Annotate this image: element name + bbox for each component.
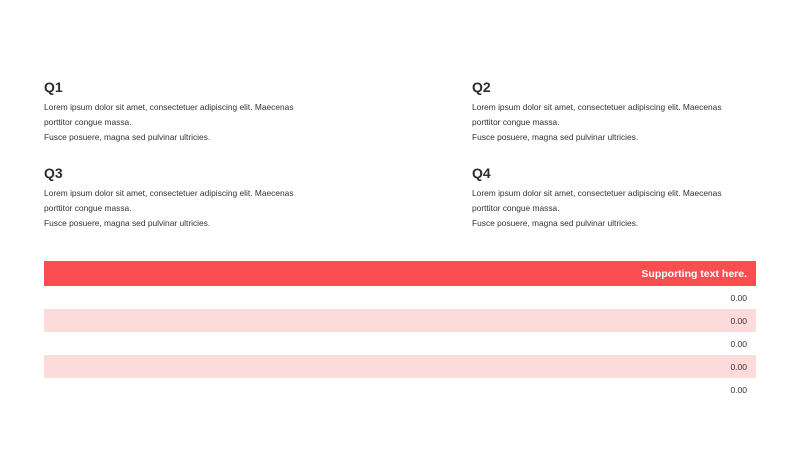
- quadrant-text-line: Fusce posuere, magna sed pulvinar ultricies.: [44, 132, 211, 142]
- quadrant-text-line: porttitor congue massa.: [472, 117, 560, 127]
- quadrant-q2: [472, 79, 752, 145]
- table-cell-value: 0.00: [730, 338, 747, 349]
- table-row: [44, 286, 756, 309]
- quadrant-title: Q1: [44, 79, 63, 95]
- quadrant-text-line: porttitor congue massa.: [472, 203, 560, 213]
- table-cell-value: 0.00: [730, 292, 747, 303]
- quadrant-title: Q4: [472, 165, 491, 181]
- table-row: [44, 309, 756, 332]
- data-table: [44, 261, 756, 401]
- quadrant-text-line: Fusce posuere, magna sed pulvinar ultricies.: [44, 218, 211, 228]
- table-header-label: Supporting text here.: [641, 267, 747, 280]
- quadrant-q1: [44, 79, 324, 145]
- quadrant-q4: [472, 165, 752, 231]
- quadrant-text-line: porttitor congue massa.: [44, 203, 132, 213]
- quadrant-text-line: Lorem ipsum dolor sit amet, consectetuer adipiscing elit. Maecenas: [472, 188, 722, 198]
- table-cell-value: 0.00: [730, 315, 747, 326]
- quadrant-text-line: Lorem ipsum dolor sit amet, consectetuer adipiscing elit. Maecenas: [44, 188, 294, 198]
- table-cell-value: 0.00: [730, 361, 747, 372]
- quadrant-text-line: Lorem ipsum dolor sit amet, consectetuer adipiscing elit. Maecenas: [44, 102, 294, 112]
- table-row: [44, 355, 756, 378]
- table-row: [44, 378, 756, 401]
- quadrant-text-line: porttitor congue massa.: [44, 117, 132, 127]
- table-row: [44, 332, 756, 355]
- quadrant-text-line: Lorem ipsum dolor sit amet, consectetuer adipiscing elit. Maecenas: [472, 102, 722, 112]
- quadrant-title: Q2: [472, 79, 491, 95]
- table-cell-value: 0.00: [730, 384, 747, 395]
- quadrant-title: Q3: [44, 165, 63, 181]
- quadrant-q3: [44, 165, 324, 231]
- table-header: [44, 261, 756, 286]
- quadrant-text-line: Fusce posuere, magna sed pulvinar ultricies.: [472, 218, 639, 228]
- quadrant-text-line: Fusce posuere, magna sed pulvinar ultricies.: [472, 132, 639, 142]
